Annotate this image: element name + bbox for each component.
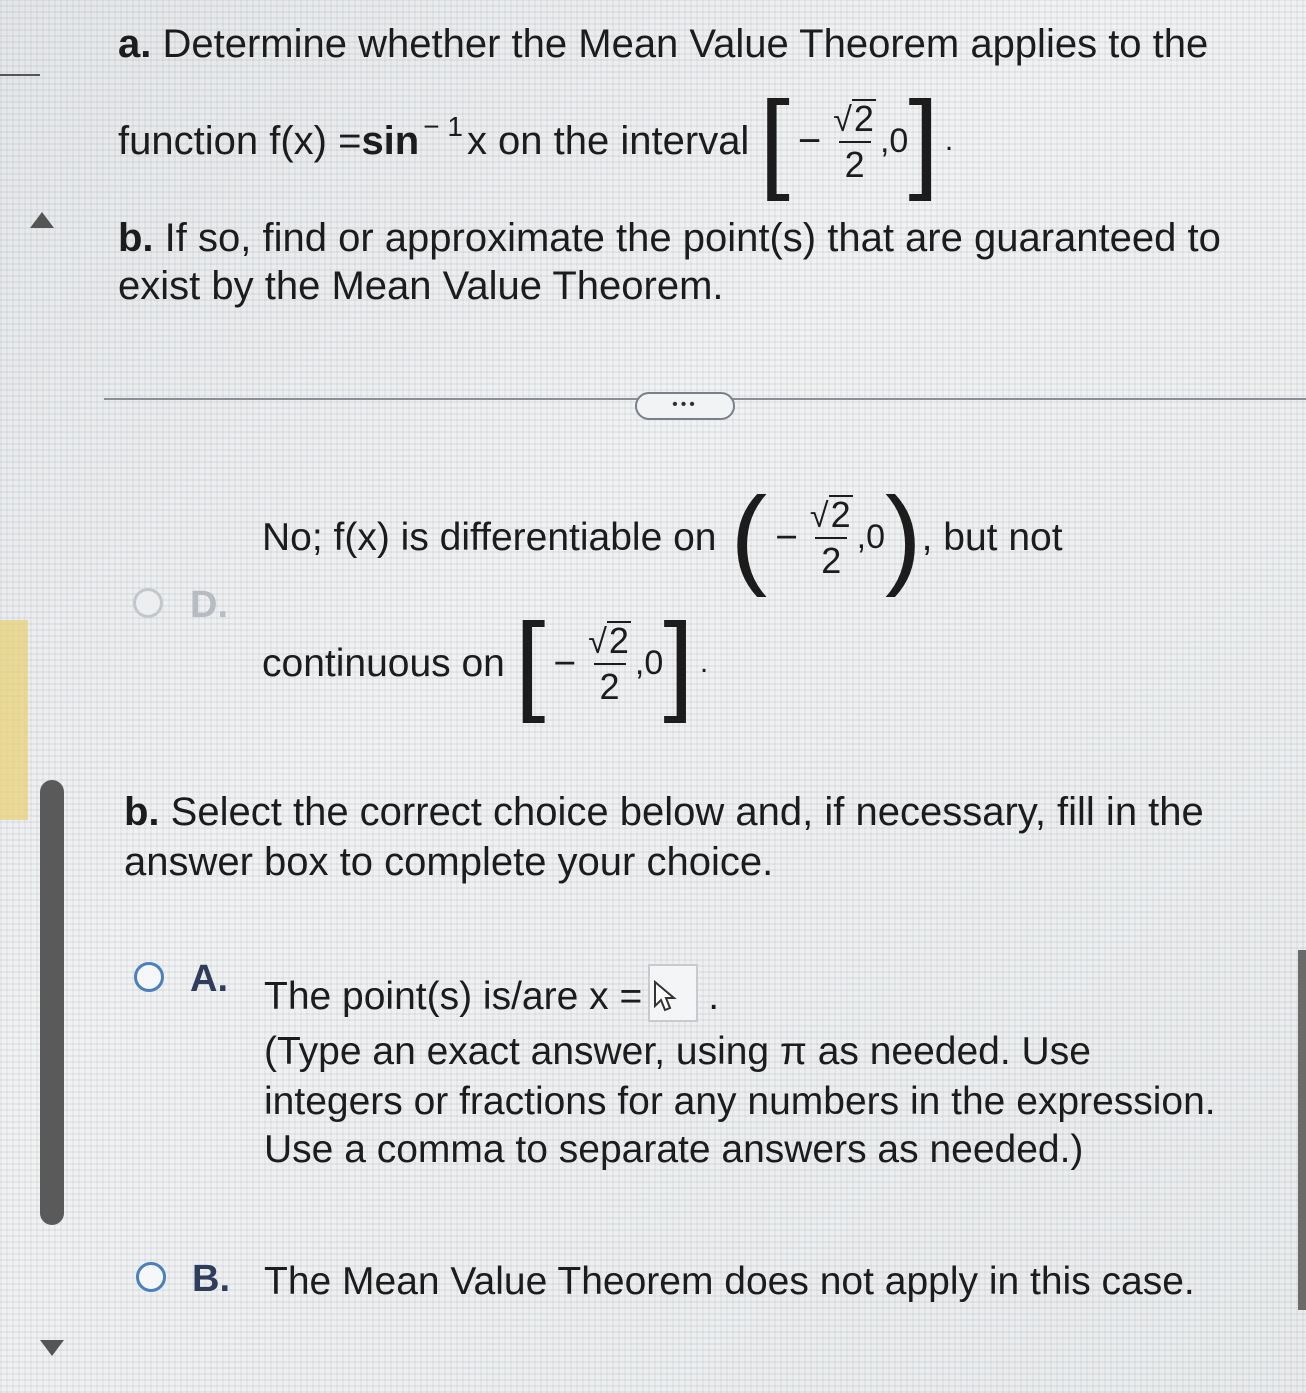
part-b-text: If so, find or approximate the point(s) that are guaranteed to xyxy=(164,216,1221,260)
scrollbar-thumb[interactable] xyxy=(40,780,64,1225)
choice-d-left-paren: ( xyxy=(730,475,768,598)
interval-right-bracket: ] xyxy=(908,79,939,202)
interval-period: . xyxy=(944,124,954,157)
interval-end: ,0 xyxy=(879,122,909,160)
choice-d-denominator2: 2 xyxy=(594,663,626,705)
part-a-prefix: a. xyxy=(118,22,152,66)
choice-d-right-bracket: ] xyxy=(663,601,694,724)
part-a-text: Determine whether the Mean Value Theorem applies to the xyxy=(162,22,1209,66)
part-b-prompt-text1: Select the correct choice below and, if necessary, fill in the xyxy=(170,790,1204,834)
mouse-cursor-icon xyxy=(652,980,682,1014)
choice-d-end2: ,0 xyxy=(634,644,664,682)
function-suffix: x on the interval xyxy=(466,119,750,163)
choice-b-radio[interactable] xyxy=(136,1262,166,1292)
part-b-prompt-line2 xyxy=(124,842,773,882)
interval-left-bracket: [ xyxy=(759,79,790,202)
question-part-a-line1 xyxy=(118,24,1208,64)
part-b-text-cont: exist by the Mean Value Theorem. xyxy=(118,264,724,308)
choice-d-line1 xyxy=(262,475,1063,598)
part-b-prompt-prefix: b. xyxy=(124,790,160,834)
part-b-prefix: b. xyxy=(118,216,154,260)
choice-a-letter: A. xyxy=(190,958,228,1000)
scroll-down-arrow-icon[interactable] xyxy=(40,1340,64,1356)
answer-input-box[interactable] xyxy=(648,964,698,1022)
function-exponent: − 1 xyxy=(423,111,463,142)
function-name: sin xyxy=(361,119,420,163)
scroll-up-arrow-icon[interactable] xyxy=(30,212,54,228)
question-part-b-line2 xyxy=(118,266,724,306)
choice-a-period: . xyxy=(708,974,720,1018)
choice-d-end1: ,0 xyxy=(856,518,885,556)
choice-a-text: The point(s) is/are x = xyxy=(264,974,643,1018)
choice-d-line2 xyxy=(262,601,709,724)
question-part-a-line2 xyxy=(118,79,954,202)
question-part-b-line1 xyxy=(118,218,1221,258)
choice-d-numerator2: 2 xyxy=(608,620,629,661)
choice-a-line1 xyxy=(264,970,719,1022)
choice-b-letter: B. xyxy=(192,1258,230,1300)
highlight-strip xyxy=(0,620,28,820)
choice-d-denominator1: 2 xyxy=(815,537,847,579)
choice-d-minus: − xyxy=(775,515,798,559)
choice-b-text: The Mean Value Theorem does not apply in this case. xyxy=(264,1260,1195,1303)
right-edge-bar xyxy=(1298,950,1306,1310)
choice-d-letter: D. xyxy=(190,584,228,626)
choice-d-fraction1: √ 2 2 xyxy=(809,494,851,581)
more-icon: ••• xyxy=(672,396,698,413)
choice-d-minus2: − xyxy=(553,641,577,685)
choice-a-radio[interactable] xyxy=(134,962,164,992)
choice-d-text1: No; f(x) is differentiable on xyxy=(262,515,717,559)
part-b-prompt-line1 xyxy=(124,792,1204,832)
choice-d-left-bracket: [ xyxy=(514,601,546,724)
choice-d-fraction2: √ 2 2 xyxy=(588,620,629,707)
interval-denominator: 2 xyxy=(839,141,871,183)
choice-d-right-paren: ) xyxy=(884,475,922,598)
choice-a-instruction2: integers or fractions for any numbers in the expression. xyxy=(264,1080,1216,1123)
left-edge-tick xyxy=(0,74,40,76)
choice-d-period: . xyxy=(699,646,709,679)
choice-a-instruction3: Use a comma to separate answers as needed.) xyxy=(264,1128,1084,1171)
choice-d-text1-post: , but not xyxy=(921,515,1063,559)
choice-d-radio[interactable] xyxy=(133,588,163,618)
interval-numerator: 2 xyxy=(853,98,874,139)
expand-button[interactable] xyxy=(635,392,735,420)
choice-d-text2: continuous on xyxy=(262,641,505,685)
function-prefix: function f(x) = xyxy=(118,119,362,163)
interval-minus: − xyxy=(797,119,822,163)
choice-d-numerator1: 2 xyxy=(830,494,851,535)
choice-a-instruction1: (Type an exact answer, using π as needed. Use xyxy=(264,1030,1091,1073)
interval-fraction: √ 2 2 xyxy=(833,98,874,185)
part-b-prompt-text2: answer box to complete your choice. xyxy=(124,840,774,884)
